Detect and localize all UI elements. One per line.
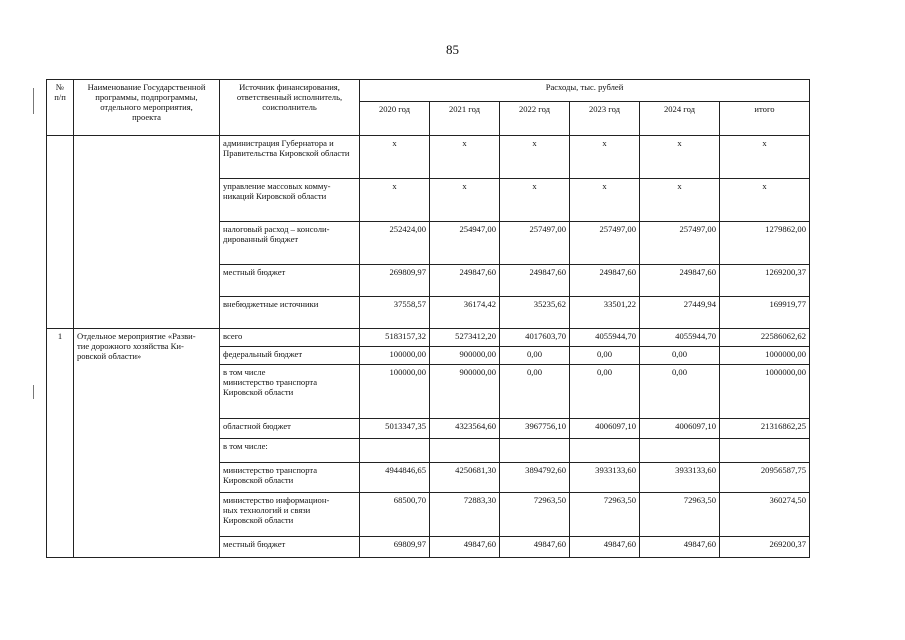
value-cell xyxy=(640,439,720,463)
source-cell: администрация Губернатора и Правительства Кировской области xyxy=(220,136,360,179)
value-cell: 5183157,32 xyxy=(360,329,430,347)
value-cell: 1269200,37 xyxy=(720,265,810,297)
value-cell: 360274,50 xyxy=(720,493,810,537)
value-cell: 249847,60 xyxy=(570,265,640,297)
value-cell: x xyxy=(360,179,430,222)
source-cell: областной бюджет xyxy=(220,419,360,439)
row-number-cell: 1 xyxy=(47,329,74,558)
value-cell: 36174,42 xyxy=(430,297,500,329)
source-cell: налоговый расход – консоли- дированный бюджет xyxy=(220,222,360,265)
source-cell: внебюджетные источники xyxy=(220,297,360,329)
value-cell: 0,00 xyxy=(570,347,640,365)
value-cell: 0,00 xyxy=(640,347,720,365)
header-total: итого xyxy=(720,102,810,136)
value-cell: 72883,30 xyxy=(430,493,500,537)
value-cell: 4944846,65 xyxy=(360,463,430,493)
header-row xyxy=(47,80,810,102)
value-cell: 21316862,25 xyxy=(720,419,810,439)
value-cell: 0,00 xyxy=(500,365,570,419)
value-cell: 68500,70 xyxy=(360,493,430,537)
value-cell: 3894792,60 xyxy=(500,463,570,493)
value-cell: x xyxy=(570,179,640,222)
value-cell xyxy=(720,439,810,463)
value-cell: 257497,00 xyxy=(640,222,720,265)
margin-mark xyxy=(33,88,34,114)
value-cell: 257497,00 xyxy=(500,222,570,265)
header-year-2020: 2020 год xyxy=(360,102,430,136)
value-cell: 3933133,60 xyxy=(640,463,720,493)
value-cell: x xyxy=(720,179,810,222)
value-cell: 4323564,60 xyxy=(430,419,500,439)
value-cell: 49847,60 xyxy=(640,537,720,558)
value-cell: 254947,00 xyxy=(430,222,500,265)
value-cell: 33501,22 xyxy=(570,297,640,329)
value-cell: 900000,00 xyxy=(430,347,500,365)
value-cell: 5273412,20 xyxy=(430,329,500,347)
value-cell: 49847,60 xyxy=(570,537,640,558)
value-cell: 72963,50 xyxy=(640,493,720,537)
source-cell: местный бюджет xyxy=(220,265,360,297)
value-cell: 3933133,60 xyxy=(570,463,640,493)
value-cell: 269200,37 xyxy=(720,537,810,558)
value-cell: x xyxy=(360,136,430,179)
value-cell: 3967756,10 xyxy=(500,419,570,439)
header-year-2024: 2024 год xyxy=(640,102,720,136)
value-cell: 20956587,75 xyxy=(720,463,810,493)
source-cell: местный бюджет xyxy=(220,537,360,558)
source-cell: в том числе министерство транспорта Кировской области xyxy=(220,365,360,419)
table-row xyxy=(47,136,810,179)
value-cell xyxy=(500,439,570,463)
source-cell: управление массовых комму- никаций Кировской области xyxy=(220,179,360,222)
value-cell: 72963,50 xyxy=(570,493,640,537)
budget-table xyxy=(46,79,810,558)
value-cell: x xyxy=(640,179,720,222)
source-cell: всего xyxy=(220,329,360,347)
value-cell: 257497,00 xyxy=(570,222,640,265)
value-cell: 27449,94 xyxy=(640,297,720,329)
row-number-cell xyxy=(47,136,74,329)
value-cell: 900000,00 xyxy=(430,365,500,419)
value-cell: 69809,97 xyxy=(360,537,430,558)
value-cell: x xyxy=(430,179,500,222)
value-cell: 252424,00 xyxy=(360,222,430,265)
value-cell: 35235,62 xyxy=(500,297,570,329)
value-cell: 4006097,10 xyxy=(570,419,640,439)
value-cell: x xyxy=(720,136,810,179)
value-cell: 4017603,70 xyxy=(500,329,570,347)
value-cell: 37558,57 xyxy=(360,297,430,329)
header-year-2022: 2022 год xyxy=(500,102,570,136)
value-cell: 4055944,70 xyxy=(640,329,720,347)
value-cell: 49847,60 xyxy=(430,537,500,558)
row-name-cell xyxy=(74,136,220,329)
row-name-cell: Отдельное мероприятие «Разви- тие дорожного хозяйства Ки- ровской области» xyxy=(74,329,220,558)
value-cell: 249847,60 xyxy=(430,265,500,297)
value-cell: x xyxy=(640,136,720,179)
value-cell: x xyxy=(500,179,570,222)
value-cell: 169919,77 xyxy=(720,297,810,329)
value-cell: 5013347,35 xyxy=(360,419,430,439)
source-cell: министерство информацион- ных технологий и связи Кировской области xyxy=(220,493,360,537)
header-name-cell: Наименование Государственной программы, подпрограммы, отдельного мероприятия, проекта xyxy=(74,80,220,136)
value-cell: 249847,60 xyxy=(500,265,570,297)
header-year-2023: 2023 год xyxy=(570,102,640,136)
value-cell: 0,00 xyxy=(570,365,640,419)
value-cell xyxy=(360,439,430,463)
margin-mark xyxy=(33,385,34,399)
header-year-2021: 2021 год xyxy=(430,102,500,136)
value-cell: 4250681,30 xyxy=(430,463,500,493)
value-cell: 1279862,00 xyxy=(720,222,810,265)
value-cell: 4006097,10 xyxy=(640,419,720,439)
value-cell: 269809,97 xyxy=(360,265,430,297)
source-cell: федеральный бюджет xyxy=(220,347,360,365)
value-cell: x xyxy=(500,136,570,179)
source-cell: в том числе: xyxy=(220,439,360,463)
value-cell: 100000,00 xyxy=(360,347,430,365)
value-cell: 4055944,70 xyxy=(570,329,640,347)
value-cell: 1000000,00 xyxy=(720,365,810,419)
table-row xyxy=(47,329,810,347)
value-cell: 72963,50 xyxy=(500,493,570,537)
value-cell: 22586062,62 xyxy=(720,329,810,347)
page-number: 85 xyxy=(446,42,459,57)
source-cell: министерство транспорта Кировской области xyxy=(220,463,360,493)
value-cell: 0,00 xyxy=(640,365,720,419)
value-cell: 49847,60 xyxy=(500,537,570,558)
value-cell: 1000000,00 xyxy=(720,347,810,365)
header-number-cell: № п/п xyxy=(47,80,74,136)
value-cell xyxy=(430,439,500,463)
value-cell xyxy=(570,439,640,463)
value-cell: x xyxy=(430,136,500,179)
value-cell: 100000,00 xyxy=(360,365,430,419)
value-cell: 0,00 xyxy=(500,347,570,365)
header-source-cell: Источник финансирования, ответственный исполнитель, соисполнитель xyxy=(220,80,360,136)
value-cell: 249847,60 xyxy=(640,265,720,297)
value-cell: x xyxy=(570,136,640,179)
header-expenses-cell: Расходы, тыс. рублей xyxy=(360,80,810,102)
